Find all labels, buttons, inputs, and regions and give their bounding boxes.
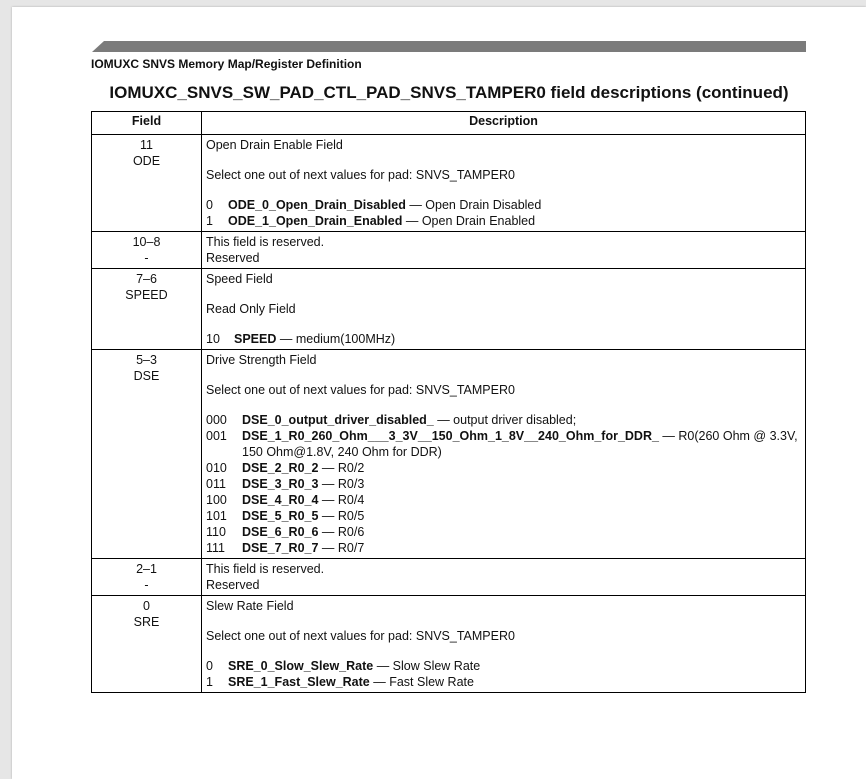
field-note: Select one out of next values for pad: SNVS_TAMPER0 [206, 383, 515, 397]
value-desc: — R0/3 [318, 477, 365, 491]
value-name: DSE_2_R0_2 [242, 461, 319, 475]
field-bits: 5–3 [136, 353, 157, 367]
description-column-header: Description [202, 112, 806, 135]
value-name: DSE_3_R0_3 [242, 477, 319, 491]
field-cell [92, 232, 202, 269]
description-cell [202, 232, 806, 269]
value-row [206, 197, 801, 213]
field-note: Select one out of next values for pad: SNVS_TAMPER0 [206, 629, 515, 643]
description-cell [202, 350, 806, 559]
value-name: SRE_0_Slow_Slew_Rate [228, 659, 374, 673]
value-name: SPEED [234, 332, 277, 346]
value-row [206, 428, 801, 460]
field-cell [92, 269, 202, 350]
value-row [206, 674, 801, 690]
value-name: DSE_6_R0_6 [242, 525, 319, 539]
value-code: 100 [206, 493, 227, 507]
field-bits: 0 [143, 599, 150, 613]
value-row [206, 658, 801, 674]
value-row [206, 476, 801, 492]
field-descriptions-table [91, 111, 806, 693]
value-desc: — output driver disabled; [433, 413, 577, 427]
value-row [206, 492, 801, 508]
field-name: - [144, 251, 149, 265]
value-name: ODE_0_Open_Drain_Disabled [228, 198, 406, 212]
field-bits: 11 [140, 138, 153, 152]
field-cell [92, 559, 202, 596]
field-title: Drive Strength Field [206, 353, 317, 367]
value-name: DSE_4_R0_4 [242, 493, 319, 507]
value-code: 000 [206, 413, 227, 427]
value-desc: — Open Drain Disabled [405, 198, 542, 212]
value-code: 010 [206, 461, 227, 475]
field-column-header: Field [92, 112, 202, 135]
value-desc: — medium(100MHz) [276, 332, 396, 346]
value-row [206, 460, 801, 476]
field-title: This field is reserved. [206, 235, 325, 249]
field-bits: 10–8 [132, 235, 161, 249]
field-name: SRE [133, 615, 160, 629]
field-name: DSE [133, 369, 160, 383]
value-name: DSE_7_R0_7 [242, 541, 319, 555]
field-name: - [144, 578, 149, 592]
field-bits: 7–6 [136, 272, 157, 286]
value-code: 0 [206, 659, 213, 673]
field-name: SPEED [125, 288, 168, 302]
value-desc: — R0(260 Ohm @ 3.3V, 150 Ohm@1.8V, 240 Ohm for DDR) [242, 429, 798, 459]
table-row [92, 559, 806, 596]
description-cell [202, 596, 806, 693]
value-code: 1 [206, 675, 213, 689]
field-title: This field is reserved. [206, 562, 325, 576]
section-title: IOMUXC SNVS Memory Map/Register Definition [91, 57, 362, 71]
field-cell [92, 350, 202, 559]
value-row [206, 412, 801, 428]
value-desc: — R0/6 [318, 525, 365, 539]
description-cell [202, 269, 806, 350]
header-bar [92, 41, 806, 52]
field-cell [92, 135, 202, 232]
value-code: 111 [206, 541, 226, 555]
table-row [92, 269, 806, 350]
value-row [206, 524, 801, 540]
value-name: SRE_1_Fast_Slew_Rate [228, 675, 370, 689]
description-cell [202, 559, 806, 596]
value-name: DSE_0_output_driver_disabled_ [242, 413, 434, 427]
value-desc: — Fast Slew Rate [369, 675, 474, 689]
value-row [206, 213, 801, 229]
field-name: ODE [132, 154, 161, 168]
value-desc: — R0/2 [318, 461, 365, 475]
value-row [206, 331, 801, 347]
value-code: 110 [206, 525, 226, 539]
table-title: IOMUXC_SNVS_SW_PAD_CTL_PAD_SNVS_TAMPER0 field descriptions (continued) [109, 83, 789, 102]
document-page [12, 7, 866, 779]
value-code: 1 [206, 214, 213, 228]
value-desc: — Slow Slew Rate [373, 659, 481, 673]
table-row [92, 232, 806, 269]
value-name: DSE_1_R0_260_Ohm___3_3V__150_Ohm_1_8V__240_Ohm_for_DDR_ [242, 429, 659, 443]
table-row [92, 135, 806, 232]
description-cell [202, 135, 806, 232]
field-title: Speed Field [206, 272, 273, 286]
value-code: 0 [206, 198, 213, 212]
field-cell [92, 596, 202, 693]
table-row [92, 350, 806, 559]
value-desc: — R0/4 [318, 493, 365, 507]
field-bits: 2–1 [136, 562, 157, 576]
value-name: DSE_5_R0_5 [242, 509, 319, 523]
value-desc: — R0/5 [318, 509, 365, 523]
value-row [206, 540, 801, 556]
value-code: 001 [206, 429, 227, 443]
field-note: Read Only Field [206, 302, 296, 316]
value-desc: — Open Drain Enabled [402, 214, 536, 228]
value-desc: — R0/7 [318, 541, 365, 555]
value-code: 011 [206, 477, 226, 491]
table-header-row [92, 112, 806, 135]
field-note: Reserved [206, 578, 260, 592]
table-row [92, 596, 806, 693]
field-note: Select one out of next values for pad: SNVS_TAMPER0 [206, 168, 515, 182]
field-note: Reserved [206, 251, 260, 265]
value-name: ODE_1_Open_Drain_Enabled [228, 214, 403, 228]
field-title: Slew Rate Field [206, 599, 294, 613]
value-code: 10 [206, 332, 220, 346]
value-row [206, 508, 801, 524]
field-title: Open Drain Enable Field [206, 138, 343, 152]
value-code: 101 [206, 509, 227, 523]
